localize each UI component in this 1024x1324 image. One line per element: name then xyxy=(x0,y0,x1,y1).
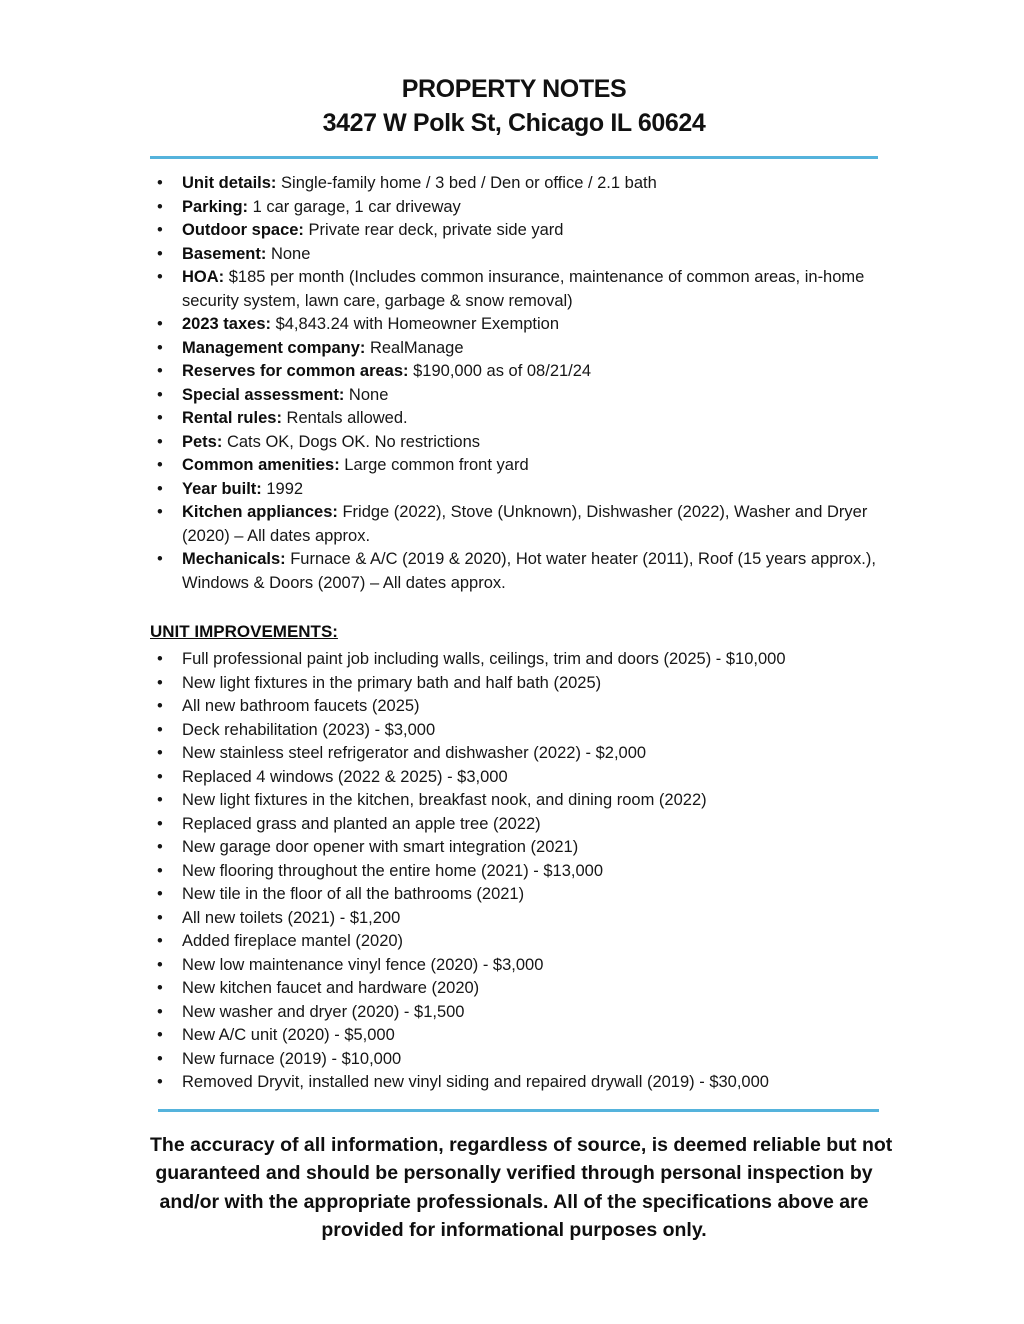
improvement-item: • New stainless steel refrigerator and dishwasher (2022) - $2,000 xyxy=(150,742,878,766)
improvement-item: • New tile in the floor of all the bathrooms (2021) xyxy=(150,883,878,907)
detail-label: Common amenities: xyxy=(182,456,340,474)
detail-label: Unit details: xyxy=(182,174,277,192)
property-detail-item: • HOA: $185 per month (Includes common insurance, maintenance of common areas, in-home security system, lawn care, garbage & snow removal) xyxy=(150,266,878,313)
property-detail-item: • Reserves for common areas: $190,000 as of 08/21/24 xyxy=(150,360,878,384)
disclaimer-line: guaranteed and should be personally verified through personal inspection by xyxy=(155,1162,873,1184)
improvement-item: • Replaced 4 windows (2022 & 2025) - $3,000 xyxy=(150,766,878,790)
improvement-item: • New light fixtures in the kitchen, breakfast nook, and dining room (2022) xyxy=(150,789,878,813)
property-detail-item: • Parking: 1 car garage, 1 car driveway xyxy=(150,196,878,220)
detail-label: Kitchen appliances: xyxy=(182,503,338,521)
divider-top xyxy=(150,156,878,159)
property-detail-item: • Basement: None xyxy=(150,243,878,267)
page-title: PROPERTY NOTES xyxy=(401,75,627,103)
improvement-item: • New washer and dryer (2020) - $1,500 xyxy=(150,1001,878,1025)
detail-label: Mechanicals: xyxy=(182,550,286,568)
improvement-item: • All new bathroom faucets (2025) xyxy=(150,695,878,719)
improvement-item: • Added fireplace mantel (2020) xyxy=(150,930,878,954)
detail-label: Reserves for common areas: xyxy=(182,362,409,380)
improvement-item: • New kitchen faucet and hardware (2020) xyxy=(150,977,878,1001)
property-details-list xyxy=(150,172,878,595)
improvement-item: • All new toilets (2021) - $1,200 xyxy=(150,907,878,931)
improvement-item: • Replaced grass and planted an apple tree (2022) xyxy=(150,813,878,837)
divider-bottom xyxy=(158,1109,879,1112)
property-detail-item: • Pets: Cats OK, Dogs OK. No restrictions xyxy=(150,431,878,455)
property-address: 3427 W Polk St, Chicago IL 60624 xyxy=(322,109,706,137)
improvement-item: • Full professional paint job including walls, ceilings, trim and doors (2025) - $10,000 xyxy=(150,648,878,672)
improvement-item: • New garage door opener with smart integration (2021) xyxy=(150,836,878,860)
improvement-item: • New low maintenance vinyl fence (2020) - $3,000 xyxy=(150,954,878,978)
improvement-item: • New furnace (2019) - $10,000 xyxy=(150,1048,878,1072)
unit-improvements-heading: UNIT IMPROVEMENTS: xyxy=(150,622,338,641)
detail-label: 2023 taxes: xyxy=(182,315,271,333)
property-detail-item: • Kitchen appliances: Fridge (2022), Stove (Unknown), Dishwasher (2022), Washer and Dryer (2020) – All dates approx. xyxy=(150,501,878,548)
property-detail-item: • Rental rules: Rentals allowed. xyxy=(150,407,878,431)
detail-label: Outdoor space: xyxy=(182,221,304,239)
detail-label: Pets: xyxy=(182,432,223,451)
property-detail-item: • Mechanicals: Furnace & A/C (2019 & 2020), Hot water heater (2011), Roof (15 years approx.), Windows & Doors (2007) – All dates approx. xyxy=(150,548,878,595)
detail-label: Year built: xyxy=(182,479,262,498)
detail-label: Management company: xyxy=(182,338,366,357)
property-detail-item: • Special assessment: None xyxy=(150,384,878,408)
disclaimer-line: and/or with the appropriate professionals. All of the specifications above are xyxy=(159,1190,869,1213)
disclaimer-line: The accuracy of all information, regardless of source, is deemed reliable but not xyxy=(150,1133,893,1156)
detail-label: Basement: xyxy=(182,244,267,263)
disclaimer-line: provided for informational purposes only. xyxy=(321,1219,707,1241)
improvement-item: • New A/C unit (2020) - $5,000 xyxy=(150,1024,878,1048)
property-detail-item: • 2023 taxes: $4,843.24 with Homeowner Exemption xyxy=(150,313,878,337)
improvement-item: • New flooring throughout the entire home (2021) - $13,000 xyxy=(150,860,878,884)
property-detail-item: • Common amenities: Large common front yard xyxy=(150,454,878,478)
property-detail-item: • Management company: RealManage xyxy=(150,337,878,361)
disclaimer xyxy=(150,1131,893,1245)
improvement-item: • Removed Dryvit, installed new vinyl siding and repaired drywall (2019) - $30,000 xyxy=(150,1071,878,1095)
detail-label: Parking: xyxy=(182,197,249,216)
detail-label: Rental rules: xyxy=(182,409,282,427)
detail-label: HOA: xyxy=(182,268,225,286)
property-detail-item: • Outdoor space: Private rear deck, private side yard xyxy=(150,219,878,243)
unit-improvements-list xyxy=(150,648,878,1095)
property-detail-item: • Unit details: Single-family home / 3 bed / Den or office / 2.1 bath xyxy=(150,172,878,196)
property-detail-item: • Year built: 1992 xyxy=(150,478,878,502)
improvement-item: • New light fixtures in the primary bath and half bath (2025) xyxy=(150,672,878,696)
improvement-item: • Deck rehabilitation (2023) - $3,000 xyxy=(150,719,878,743)
detail-label: Special assessment: xyxy=(182,385,345,404)
